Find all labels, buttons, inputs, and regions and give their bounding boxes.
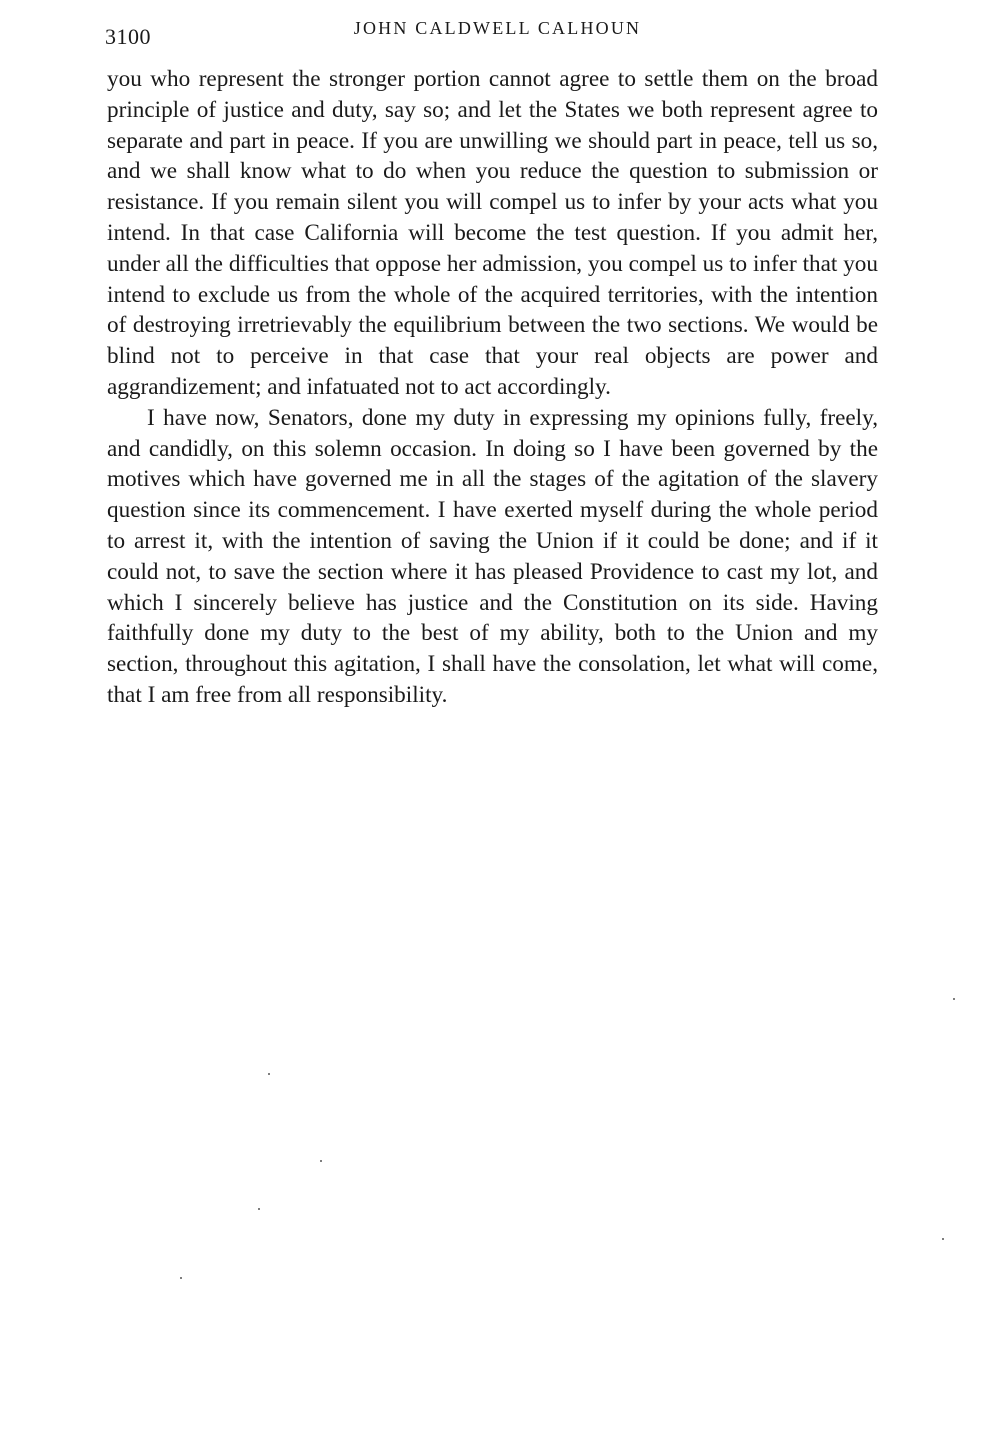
body-text xyxy=(107,64,878,711)
scan-speck xyxy=(258,1208,260,1210)
page-header xyxy=(105,16,880,49)
running-head: JOHN CALDWELL CALHOUN xyxy=(353,18,642,38)
scan-speck xyxy=(942,1238,944,1240)
scan-speck xyxy=(180,1277,182,1279)
scan-speck xyxy=(320,1160,322,1162)
scan-speck xyxy=(268,1073,270,1075)
paragraph-closing: I have now, Senators, done my duty in expressing my opinions fully, freely, and candidly, on this solemn occasion. In doing so I have been governed by the motives which have governed me in all the stages of the agitation of the slavery question since its commencement. I have exerted myself during the whole period to arrest it, with the intention of saving the Union if it could be done; and if it could not, to save the section where it has pleased Providence to cast my lot, and which I sincerely believe has justice and the Constitution on its side. Having faithfully done my duty to the best of my ability, both to the Union and my section, throughout this agitation, I shall have the consolation, let what will come, that I am free from all responsibility. xyxy=(107,404,878,708)
scan-speck xyxy=(953,998,955,1000)
page-number: 3100 xyxy=(105,24,151,49)
paragraph-continued: you who represent the stronger portion cannot agree to settle them on the broad principle of justice and duty, say so; and let the States we both represent agree to separate and part in peace. If you are unwilling we should part in peace, tell us so, and we shall know what to do when you reduce the question to submission or resistance. If you remain silent you will compel us to infer by your acts what you intend. In that case California will become the test question. If you admit her, under all the difficulties that oppose her admission, you compel us to infer that you intend to exclude us from the whole of the acquired territories, with the intention of destroying irretrievably the equilibrium between the two sections. We would be blind not to perceive in that case that your real objects are power and aggrandizement; and infatuated not to act accordingly. xyxy=(107,66,878,400)
